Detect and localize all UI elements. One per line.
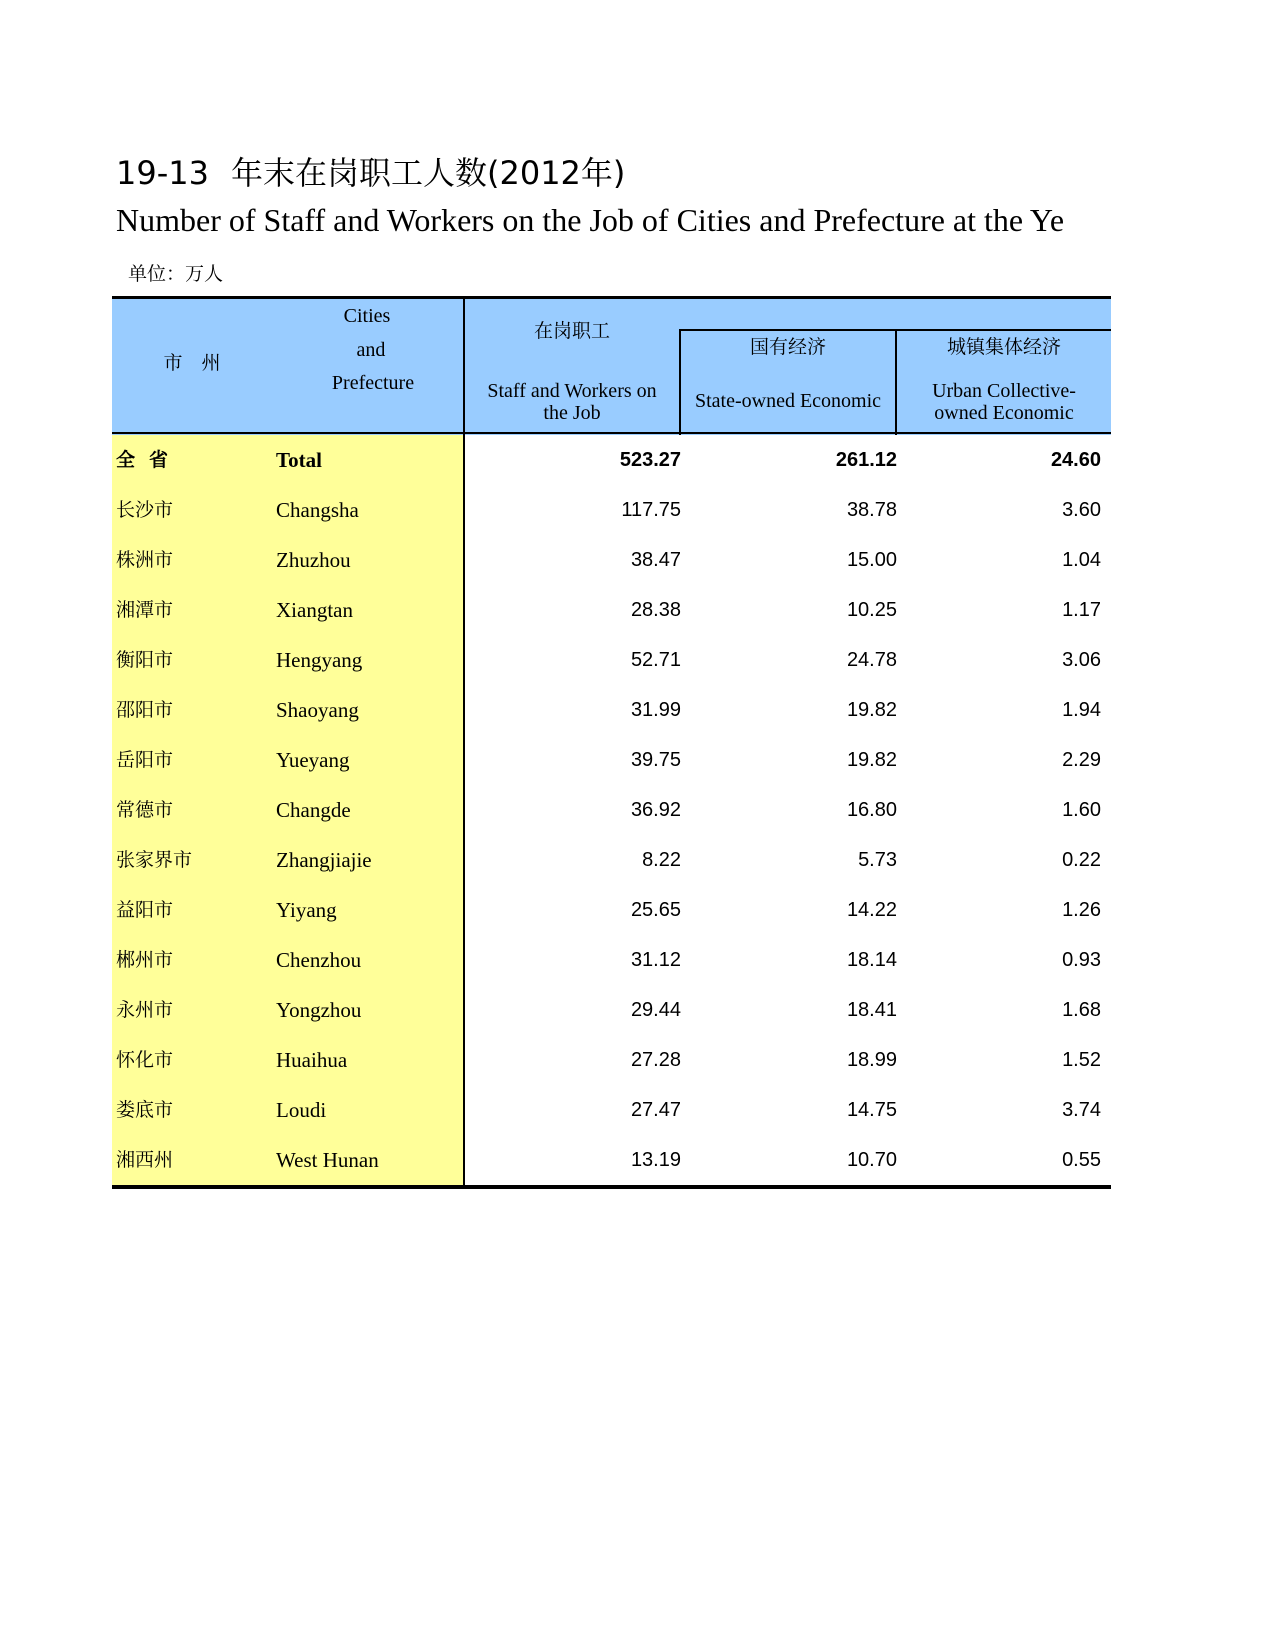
cell-urban: 3.06 [1062, 649, 1101, 671]
cell-region-cn: 长沙市 [116, 499, 174, 521]
table-row [112, 685, 1111, 735]
table-row [112, 535, 1111, 585]
cell-region-cn: 湘西州 [116, 1149, 174, 1171]
cell-region-en: Huaihua [276, 1048, 348, 1072]
cell-urban: 0.55 [1062, 1149, 1101, 1171]
cell-state: 18.14 [846, 949, 897, 971]
cell-region-cn: 怀化市 [116, 1049, 174, 1071]
cell-total: 31.12 [630, 949, 681, 971]
cell-state: 10.70 [846, 1149, 897, 1171]
cell-region-en: Yiyang [276, 898, 337, 922]
header-state-en: State-owned Economic [694, 390, 882, 412]
table-row [112, 1035, 1111, 1085]
table-number: 19-13 [116, 154, 209, 192]
cell-region-cn: 全省 [116, 449, 183, 471]
cell-total: 523.27 [619, 449, 681, 471]
header-urban-cn: 城镇集体经济 [946, 336, 1061, 358]
cell-urban: 2.29 [1062, 749, 1101, 771]
header-region-en-3: Prefecture [331, 372, 415, 394]
cell-region-en: Chenzhou [276, 948, 362, 972]
cell-total: 117.75 [621, 499, 681, 521]
cell-urban: 1.52 [1062, 1049, 1101, 1071]
cell-region-en: Shaoyang [276, 698, 359, 722]
cell-urban: 1.94 [1062, 699, 1101, 721]
header-urban-en-2: owned Economic [934, 402, 1074, 424]
table-row [112, 985, 1111, 1035]
cell-total: 27.47 [630, 1099, 681, 1121]
table-row [112, 585, 1111, 635]
header-total-en-1: Staff and Workers on [487, 380, 657, 402]
cell-state: 10.25 [846, 599, 897, 621]
table-row-total [112, 435, 1111, 485]
header-total-cn: 在岗职工 [533, 320, 610, 342]
cell-urban: 3.60 [1062, 499, 1101, 521]
cell-region-cn: 益阳市 [116, 899, 174, 921]
cell-urban: 1.04 [1062, 549, 1101, 571]
cell-urban: 0.22 [1062, 849, 1101, 871]
cell-state: 5.73 [858, 849, 897, 871]
cell-region-cn: 邵阳市 [116, 699, 174, 721]
cell-total: 27.28 [630, 1049, 681, 1071]
cell-region-cn: 衡阳市 [116, 649, 174, 671]
cell-total: 38.47 [630, 549, 681, 571]
cell-region-en: Changde [276, 798, 351, 822]
header-region-cn: 市 州 [163, 352, 221, 374]
cell-state: 24.78 [846, 649, 897, 671]
table-bottom-rule [112, 1185, 1111, 1189]
cell-urban: 1.68 [1062, 999, 1101, 1021]
page-title-english: Number of Staff and Workers on the Job of Cities and Prefecture at the Ye [116, 202, 1065, 238]
cell-region-en: Zhuzhou [276, 548, 351, 572]
cell-urban: 3.74 [1062, 1099, 1101, 1121]
title-chinese-text: 年末在岗职工人数(2012年) [230, 154, 626, 192]
header-region-en-1: Cities [343, 305, 391, 327]
cell-total: 52.71 [630, 649, 681, 671]
cell-region-en: Total [276, 448, 322, 472]
cell-total: 8.22 [642, 849, 681, 871]
cell-region-cn: 株洲市 [116, 549, 174, 571]
header-urban-en-1: Urban Collective- [932, 380, 1076, 402]
cell-urban: 0.93 [1062, 949, 1101, 971]
header-bottom-rule [112, 432, 1111, 434]
cell-region-en: Xiangtan [276, 598, 353, 622]
cell-region-cn: 岳阳市 [116, 749, 174, 771]
cell-urban: 24.60 [1050, 449, 1101, 471]
cell-total: 13.19 [630, 1149, 681, 1171]
cell-total: 36.92 [630, 799, 681, 821]
table-header [112, 299, 1111, 435]
table-row [112, 885, 1111, 935]
unit-label: 单位：万人 [128, 263, 224, 285]
table-row [112, 1085, 1111, 1135]
page-title-chinese [116, 148, 625, 194]
cell-urban: 1.26 [1062, 899, 1101, 921]
table-row [112, 935, 1111, 985]
cell-total: 25.65 [630, 899, 681, 921]
cell-state: 18.99 [846, 1049, 897, 1071]
header-total-en-2: the Job [543, 402, 601, 424]
cell-state: 19.82 [846, 699, 897, 721]
cell-total: 28.38 [630, 599, 681, 621]
table-body [112, 435, 1111, 1185]
header-region-en-2: and [356, 339, 386, 361]
cell-region-cn: 郴州市 [116, 949, 174, 971]
cell-state: 261.12 [835, 449, 897, 471]
cell-total: 31.99 [630, 699, 681, 721]
cell-state: 19.82 [846, 749, 897, 771]
cell-state: 18.41 [846, 999, 897, 1021]
cell-region-cn: 张家界市 [116, 849, 193, 871]
header-divider [679, 329, 1111, 331]
cell-region-cn: 常德市 [116, 799, 174, 821]
table-row [112, 835, 1111, 885]
cell-region-en: Hengyang [276, 648, 363, 672]
cell-state: 38.78 [846, 499, 897, 521]
cell-region-cn: 湘潭市 [116, 599, 174, 621]
cell-state: 14.75 [846, 1099, 897, 1121]
cell-state: 15.00 [846, 549, 897, 571]
cell-urban: 1.60 [1062, 799, 1101, 821]
cell-state: 14.22 [846, 899, 897, 921]
table-row [112, 635, 1111, 685]
cell-region-en: Loudi [276, 1098, 327, 1122]
cell-urban: 1.17 [1062, 599, 1101, 621]
table-row [112, 735, 1111, 785]
cell-state: 16.80 [846, 799, 897, 821]
cell-total: 29.44 [630, 999, 681, 1021]
cell-region-en: Yueyang [276, 748, 350, 772]
cell-region-en: West Hunan [276, 1148, 379, 1172]
cell-region-en: Changsha [276, 498, 359, 522]
table-row [112, 1135, 1111, 1185]
cell-region-en: Yongzhou [276, 998, 362, 1022]
cell-region-en: Zhangjiajie [276, 848, 372, 872]
cell-total: 39.75 [630, 749, 681, 771]
table-row [112, 485, 1111, 535]
cell-region-cn: 永州市 [116, 999, 174, 1021]
header-state-cn: 国有经济 [749, 336, 826, 358]
cell-region-cn: 娄底市 [116, 1099, 174, 1121]
table-row [112, 785, 1111, 835]
